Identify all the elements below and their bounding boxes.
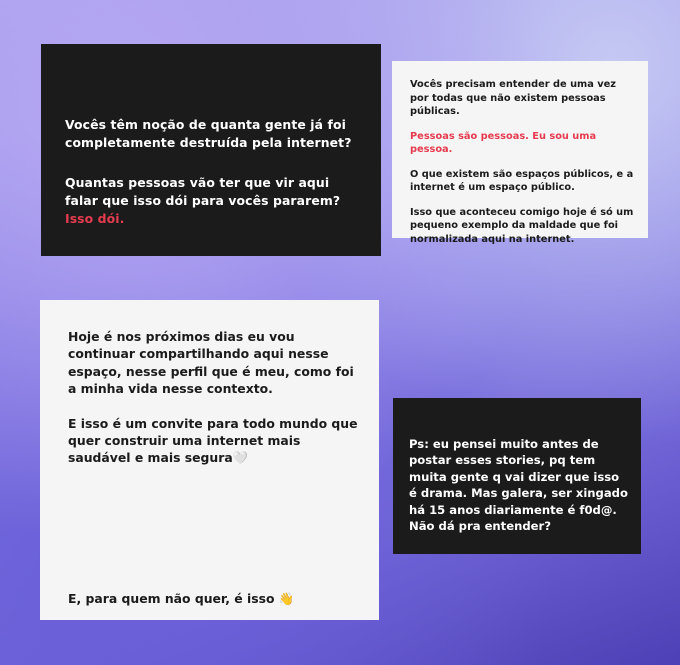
card3-paragraph-1: Hoje é nos próximos dias eu vou continuar compartilhando aqui nesse espaço, nesse perfil que é meu, como foi a minha vida nesse contexto. bbox=[68, 329, 354, 397]
story-card-4 bbox=[393, 398, 641, 554]
card1-paragraph-2-text: Quantas pessoas vão ter que vir aqui falar que isso dói para vocês pararem? bbox=[65, 175, 341, 208]
card2-highlight: Pessoas são pessoas. Eu sou uma pessoa. bbox=[410, 130, 597, 155]
story-card-2 bbox=[392, 61, 648, 245]
card1-paragraph-2 bbox=[65, 174, 361, 228]
card1-paragraph-1: Vocês têm noção de quanta gente já foi completamente destruída pela internet? bbox=[65, 117, 352, 150]
card2-paragraph-3: O que existem são espaços públicos, e a internet é um espaço público. bbox=[410, 168, 634, 193]
card2-paragraph-4: Isso que aconteceu comigo hoje é só um pequeno exemplo da maldade que foi normalizada aqui na internet. bbox=[410, 206, 634, 245]
story-card-1 bbox=[41, 44, 381, 256]
card2-paragraph-1: Vocês precisam entender de uma vez por todas que não existem pessoas públicas. bbox=[410, 79, 617, 117]
card4-paragraph-1: Ps: eu pensei muito antes de postar esses stories, pq tem muita gente q vai dizer que isso é drama. Mas galera, ser xingado há 15 anos diariamente é f0d@. Não dá pra entender? bbox=[409, 437, 628, 534]
card3-paragraph-3: E, para quem não quer, é isso 👋 bbox=[68, 591, 295, 606]
story-card-3 bbox=[40, 300, 379, 620]
card3-paragraph-2: E isso é um convite para todo mundo que quer construir uma internet mais saudável e mais segura🤍 bbox=[68, 415, 358, 466]
card1-highlight: Isso dói. bbox=[65, 211, 125, 226]
